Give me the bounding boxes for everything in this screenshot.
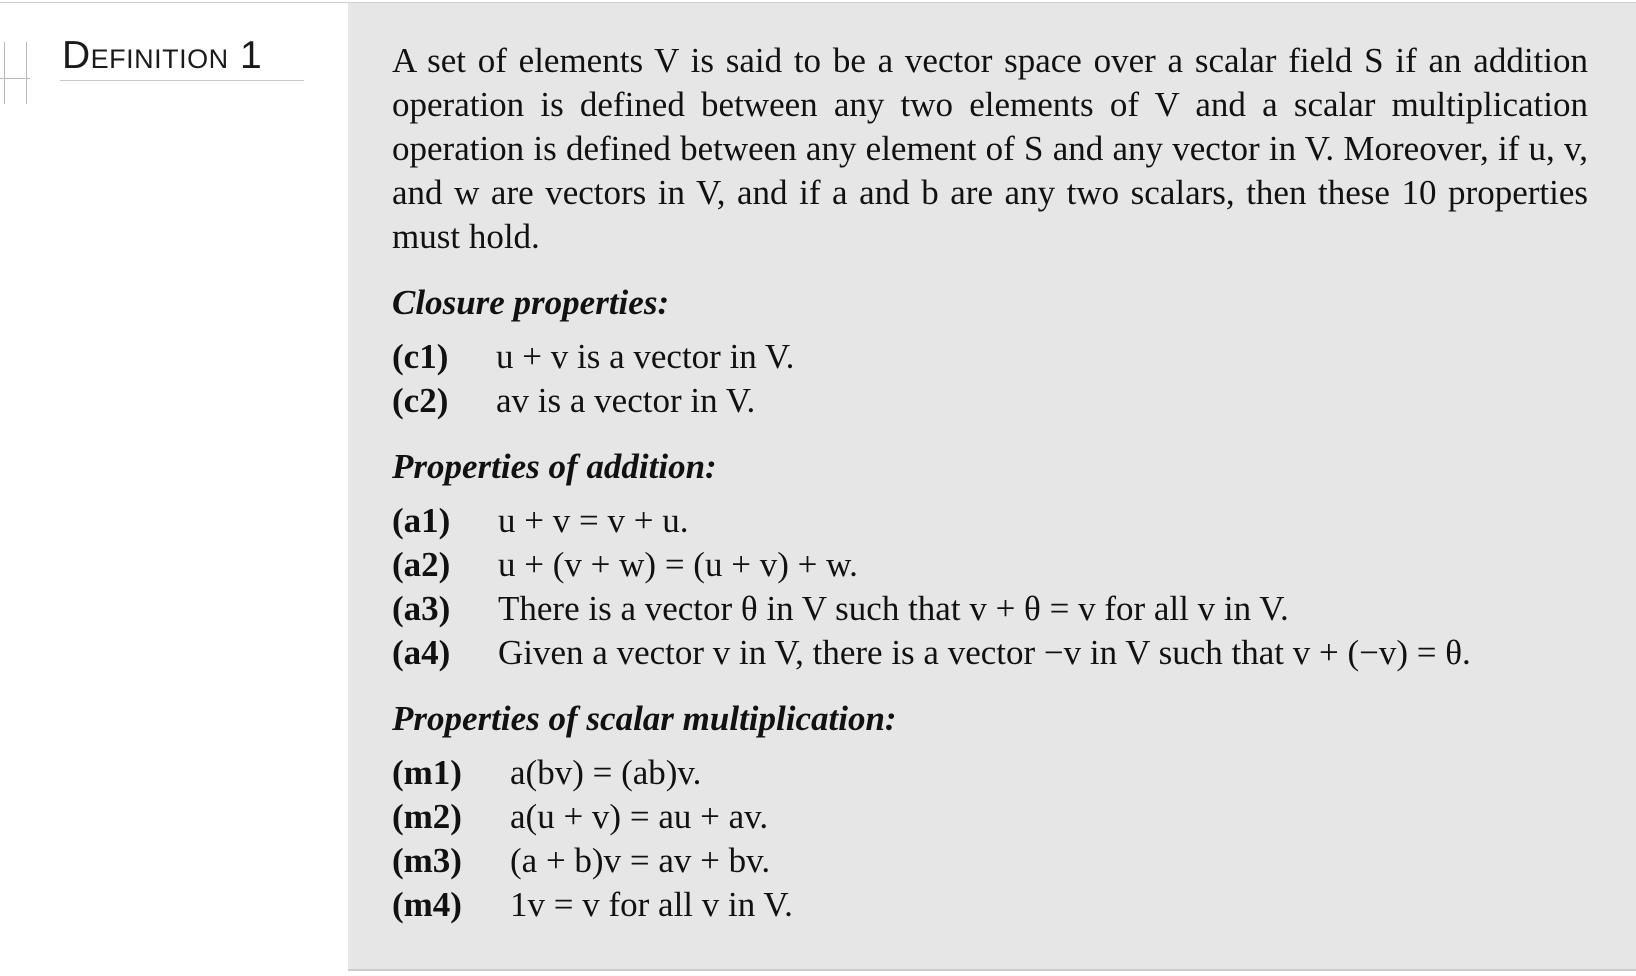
property-text: 1v = v for all v in V.: [510, 885, 793, 924]
property-label: (a3): [392, 589, 451, 628]
property-row: [392, 587, 1588, 631]
property-text: Given a vector v in V, there is a vector −v in V such that v + (−v) = θ.: [498, 633, 1471, 672]
crop-mark: [0, 78, 30, 79]
crop-mark: [4, 42, 5, 104]
margin-label-area: [0, 0, 346, 976]
definition-label: Definition 1: [62, 34, 263, 77]
property-text: (a + b)v = av + bv.: [510, 841, 771, 880]
property-label: (m2): [392, 797, 462, 836]
crop-mark: [26, 42, 27, 104]
property-label: (c2): [392, 381, 449, 420]
property-row: [392, 631, 1588, 675]
property-label: (m3): [392, 841, 462, 880]
property-text: There is a vector θ in V such that v + θ = v for all v in V.: [498, 589, 1289, 628]
section-heading-scalar-multiplication: Properties of scalar multiplication:: [392, 699, 897, 738]
property-text: u + v = v + u.: [498, 501, 689, 540]
definition-label-rule: [60, 80, 304, 81]
property-row: [392, 839, 1588, 883]
property-row: [392, 335, 1588, 379]
property-text: a(u + v) = au + av.: [510, 797, 769, 836]
property-row: [392, 379, 1588, 423]
property-text: a(bv) = (ab)v.: [510, 753, 702, 792]
definition-box: [348, 3, 1636, 971]
property-row: [392, 543, 1588, 587]
definition-intro: A set of elements V is said to be a vector space over a scalar field S if an addition operation is defined between any two elements of V and a scalar multiplication operation is defined between any element of S and any vector in V. Moreover, if u, v, and w are vectors in V, and if a and b are any two scalars, then these 10 properties must hold.: [392, 41, 1588, 256]
property-label: (a1): [392, 501, 451, 540]
definition-content: [392, 39, 1588, 927]
property-text: u + v is a vector in V.: [496, 337, 795, 376]
property-label: (m4): [392, 885, 462, 924]
property-label: (a2): [392, 545, 451, 584]
property-row: [392, 499, 1588, 543]
section-heading-addition: Properties of addition:: [392, 447, 717, 486]
property-row: [392, 751, 1588, 795]
property-row: [392, 795, 1588, 839]
property-text: av is a vector in V.: [496, 381, 756, 420]
property-label: (a4): [392, 633, 451, 672]
property-text: u + (v + w) = (u + v) + w.: [498, 545, 858, 584]
property-list-closure: [392, 335, 1588, 423]
property-list-addition: [392, 499, 1588, 675]
property-label: (m1): [392, 753, 462, 792]
property-label: (c1): [392, 337, 449, 376]
section-heading-closure: Closure properties:: [392, 283, 670, 322]
property-list-scalar-multiplication: [392, 751, 1588, 927]
property-row: [392, 883, 1588, 927]
